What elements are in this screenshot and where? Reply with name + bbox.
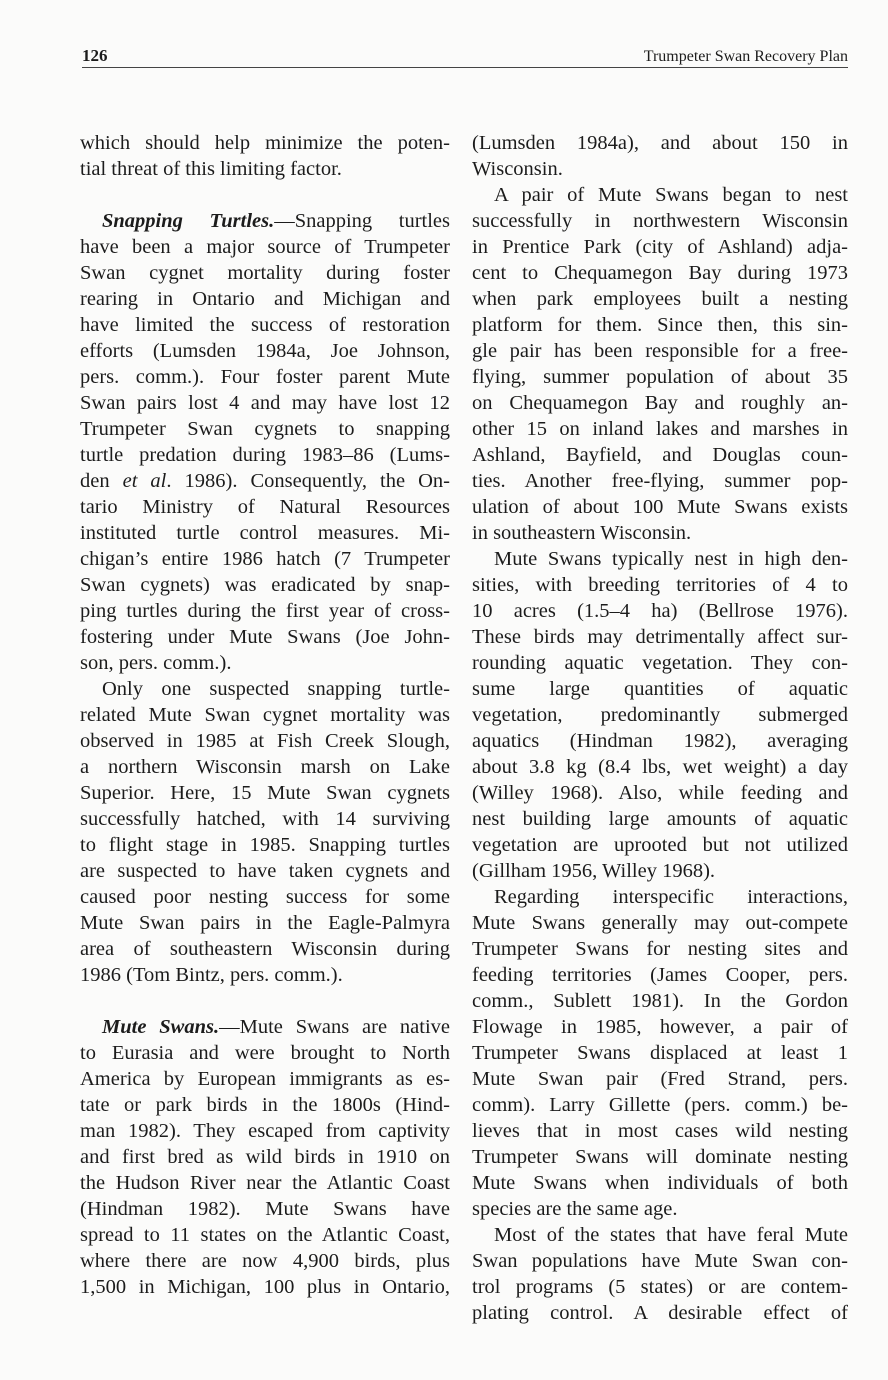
paragraph: Regarding interspecific interactions, Mute Swans generally may out-compete Trumpeter Swans for nesting sites and feeding territories (James Cooper, pers. comm., Sublett 1981). In the Gordon Flowage in 1985, however, a pair of Trumpeter Swans displaced at least 1 Mute Swan pair (Fred Strand, pers. comm). Larry Gillette (pers. comm.) be- lieves that in most cases wild nesting Trumpeter Swans will dominate nesting Mute Swans when individuals of both species are the same age. <box>472 886 848 1220</box>
page-number: 126 <box>82 46 108 65</box>
header-rule <box>82 67 848 68</box>
section-snapping-turtles: Snapping Turtles.—Snapping turtles have been a major source of Trumpeter Swan cygnet mortality during foster rearing in Ontario and Michigan and have limited the success of restoration efforts (Lumsden 1984a, Joe Johnson, pers. comm.). Four foster parent Mute Swan pairs lost 4 and may have lost 12 Trumpeter Swan cygnets to snapping turtle predation during 1983–86 (Lums- den et al. 1986). Consequently, the On- tario Ministry of Natural Resources instituted turtle control measures. Mi- chigan’s entire 1986 hatch (7 Trumpeter Swan cygnets) was eradicated by snap- ping turtles during the first year of cross- fostering under Mute Swans (Joe John- son, pers. comm.). Only one suspected snapping turtle- related Mute Swan cygnet mortality was observed in 1985 at Fish Creek Slough, a northern Wisconsin marsh on Lake Superior. Here, 15 Mute Swan cygnets successfully hatched, with 14 surviving to flight stage in 1985. Snapping turtles are suspected to have taken cygnets and caused poor nesting success for some Mute Swan pairs in the Eagle-Palmyra area of southeastern Wisconsin during 1986 (Tom Bintz, pers. comm.). <box>80 210 450 986</box>
section-mute-swans: Mute Swans.—Mute Swans are native to Eurasia and were brought to North America by European immigrants as es- tate or park birds in the 1800s (Hind- man 1982). They escaped from captivity and first bred as wild birds in 1910 on the Hudson River near the Atlantic Coast (Hindman 1982). Mute Swans have spread to 11 states on the Atlantic Coast, where there are now 4,900 birds, plus 1,500 in Michigan, 100 plus in Ontario, <box>80 1016 450 1298</box>
right-column <box>472 130 848 1326</box>
section-heading: Mute Swans. <box>102 1016 220 1038</box>
paragraph: Most of the states that have feral Mute Swan populations have Mute Swan con- trol programs (5 states) or are contem- plating control. A desirable effect of <box>472 1224 848 1324</box>
left-column <box>80 130 450 1300</box>
text-line: which should help minimize the poten- <box>80 132 450 154</box>
paragraph: (Lumsden 1984a), and about 150 in Wisconsin. <box>472 132 848 180</box>
page-header <box>82 40 848 68</box>
text-line: tial threat of this limiting factor. <box>80 158 342 180</box>
paragraph: Mute Swans typically nest in high den- sities, with breeding territories of 4 to 10 acres (1.5–4 ha) (Bellrose 1976). These birds may detrimentally affect sur- rounding aquatic vegetation. They con- sume large quantities of aquatic vegetation, predominantly submerged aquatics (Hindman 1982), averaging about 3.8 kg (8.4 lbs, wet weight) a day (Willey 1968). Also, while feeding and nest building large amounts of aquatic vegetation are uprooted but not utilized (Gillham 1956, Willey 1968). <box>472 548 848 882</box>
running-title: Trumpeter Swan Recovery Plan <box>643 48 848 65</box>
paragraph: A pair of Mute Swans began to nest successfully in northwestern Wisconsin in Prentice Park (city of Ashland) adja- cent to Chequamegon Bay during 1973 when park employees built a nesting platform for them. Since then, this sin- gle pair has been responsible for a free- flying, summer population of about 35 on Chequamegon Bay and roughly an- other 15 on inland lakes and marshes in Ashland, Bayfield, and Douglas coun- ties. Another free-flying, summer pop- ulation of about 100 Mute Swans exists in southeastern Wisconsin. <box>472 184 848 544</box>
section-heading: Snapping Turtles. <box>102 210 275 232</box>
paragraph <box>80 130 450 182</box>
